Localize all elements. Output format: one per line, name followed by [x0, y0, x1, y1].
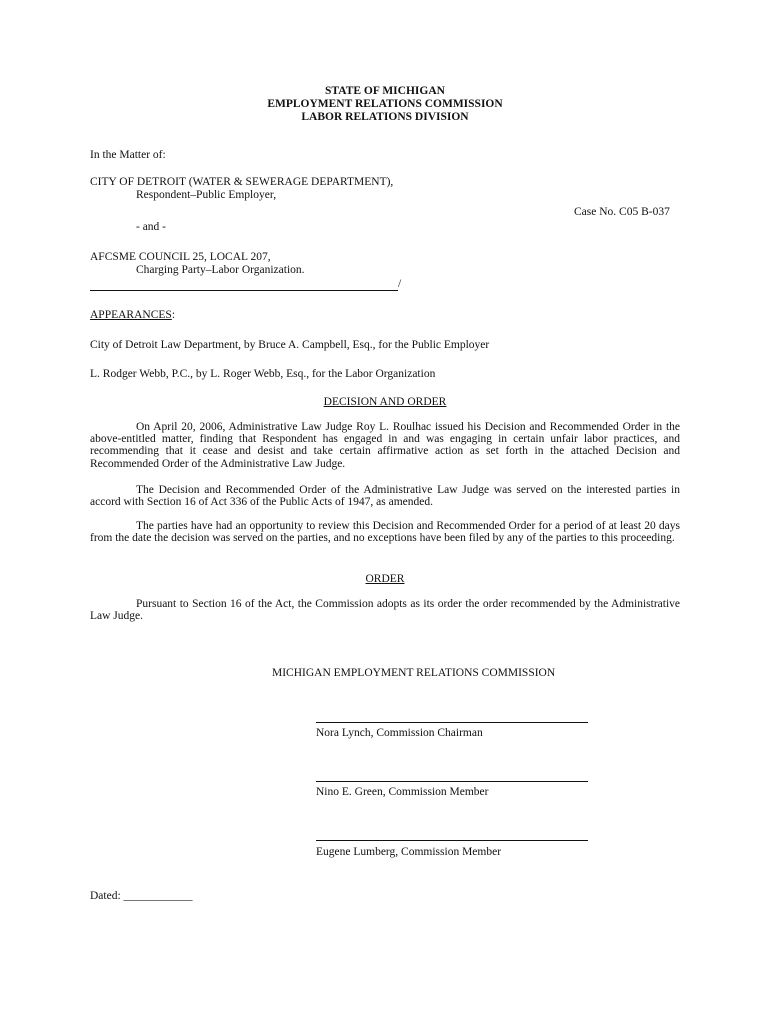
signature-chairman: Nora Lynch, Commission Chairman	[316, 727, 483, 739]
respondent-role: Respondent–Public Employer,	[136, 189, 277, 201]
decision-paragraph-3: The parties have had an opportunity to review this Decision and Recommended Order for a period of at least 20 days from the date the decision was served on the parties, and no exceptions have been filed by any of the parties to this proceeding.	[90, 520, 680, 545]
decision-paragraph-2: The Decision and Recommended Order of the Administrative Law Judge was served on the interested parties in accord with Section 16 of Act 336 of the Public Acts of 1947, as amended.	[90, 484, 680, 509]
dated-blank: ____________	[123, 890, 193, 902]
signature-line-chairman	[316, 722, 588, 723]
respondent-name: CITY OF DETROIT (WATER & SEWERAGE DEPARTMENT),	[90, 176, 394, 188]
order-paragraph: Pursuant to Section 16 of the Act, the Commission adopts as its order the order recommended by the Administrative Law Judge.	[90, 598, 680, 623]
decision-paragraph-1: On April 20, 2006, Administrative Law Judge Roy L. Roulhac issued his Decision and Recommended Order in the above-entitled matter, finding that Respondent has engaged in and was engaging in certain unfair labor practices, and recommending that it cease and desist and take certain affirmative action as set forth in the attached Decision and Recommended Order of the Administrative Law Judge.	[90, 421, 680, 470]
appearances-heading	[90, 309, 175, 322]
decision-heading-text: DECISION AND ORDER	[323, 396, 447, 408]
and-separator: - and -	[136, 221, 167, 233]
signature-line-member-lumberg	[316, 840, 588, 841]
appearances-heading-text: APPEARANCES	[90, 309, 172, 321]
charging-party-role: Charging Party–Labor Organization.	[136, 264, 305, 276]
caption-rule	[90, 290, 398, 291]
appearances-colon: :	[171, 309, 176, 321]
decision-heading	[0, 396, 770, 409]
caption-rule-slash: /	[398, 278, 402, 290]
case-number: Case No. C05 B-037	[574, 206, 670, 218]
dated-label: Dated:	[90, 890, 121, 902]
header-commission: EMPLOYMENT RELATIONS COMMISSION	[267, 98, 503, 110]
charging-party-name: AFCSME COUNCIL 25, LOCAL 207,	[90, 251, 271, 263]
appearance-labor-organization: L. Rodger Webb, P.C., by L. Roger Webb, Esq., for the Labor Organization	[90, 368, 436, 380]
header-division: LABOR RELATIONS DIVISION	[301, 111, 469, 123]
signature-member-green: Nino E. Green, Commission Member	[316, 786, 489, 798]
signature-member-lumberg: Eugene Lumberg, Commission Member	[316, 846, 502, 858]
commission-name: MICHIGAN EMPLOYMENT RELATIONS COMMISSION	[272, 667, 556, 679]
header-state: STATE OF MICHIGAN	[325, 85, 445, 97]
dated-line	[90, 890, 193, 903]
order-heading	[0, 573, 770, 586]
in-the-matter-label: In the Matter of:	[90, 149, 166, 161]
order-heading-text: ORDER	[365, 573, 405, 585]
appearance-public-employer: City of Detroit Law Department, by Bruce A. Campbell, Esq., for the Public Employer	[90, 339, 490, 351]
signature-line-member-green	[316, 781, 588, 782]
